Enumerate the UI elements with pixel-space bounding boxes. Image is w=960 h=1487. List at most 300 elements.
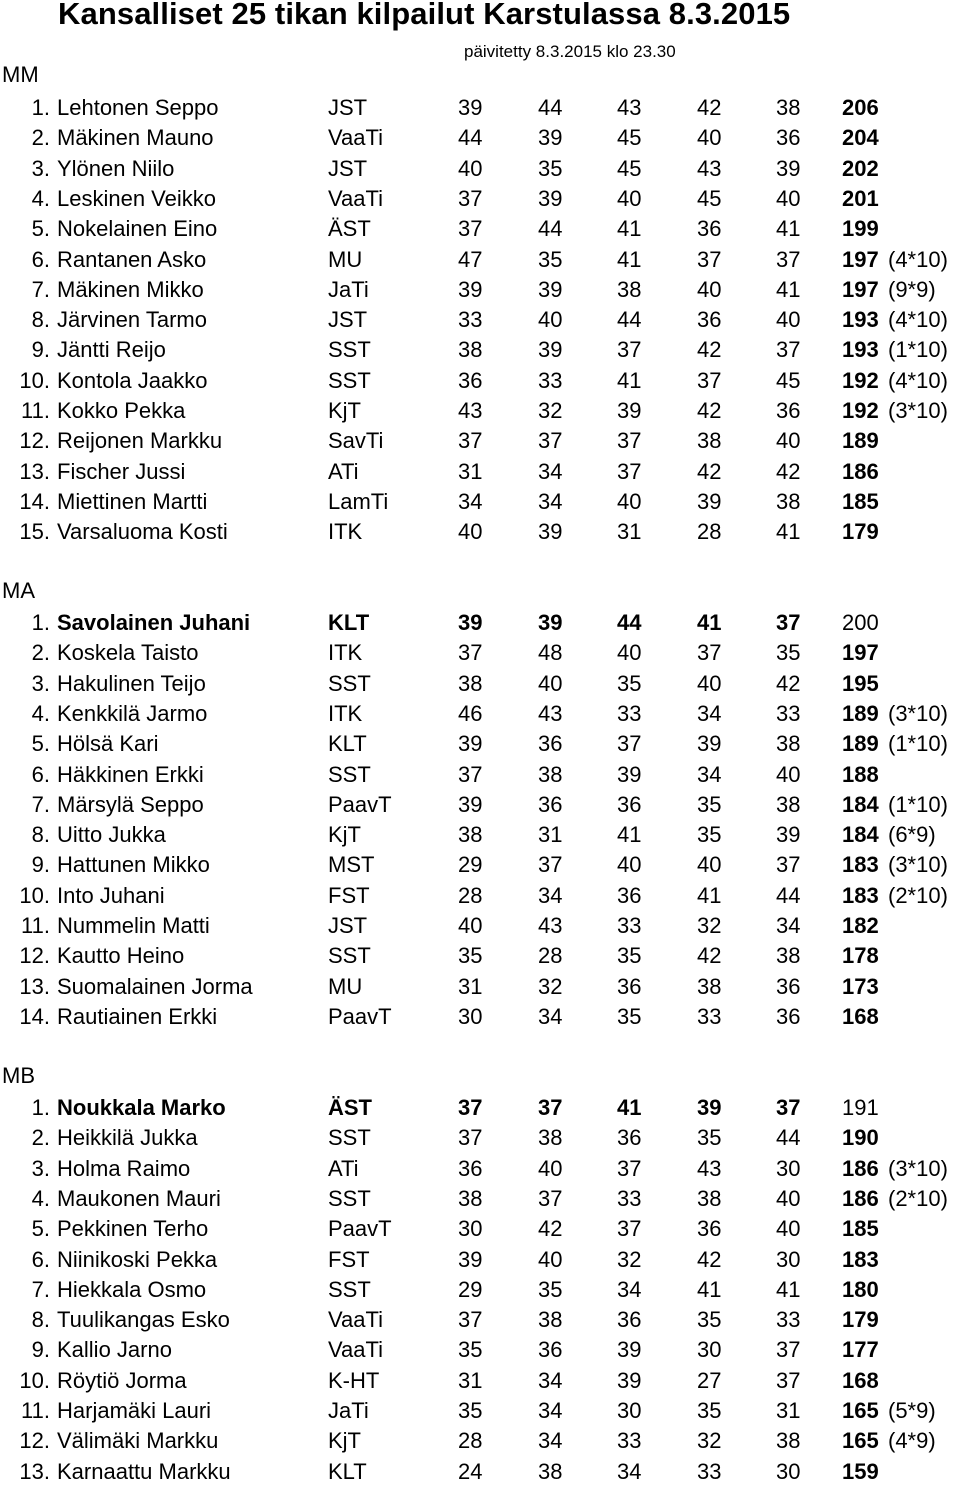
club: KLT <box>328 610 370 635</box>
round-score: 37 <box>538 1095 563 1120</box>
competitor-name: Suomalainen Jorma <box>57 973 253 999</box>
tiebreak: (1*10) <box>888 731 948 757</box>
round-score: 35 <box>458 1398 483 1423</box>
competitor-name: Into Juhani <box>57 882 165 908</box>
round-score: 40 <box>538 1246 563 1272</box>
total-score: 204 <box>842 125 879 151</box>
category-heading: MM <box>2 62 39 87</box>
total-score: 206 <box>842 95 879 120</box>
result-row <box>0 1245 960 1275</box>
club: JaTi <box>328 1398 369 1423</box>
round-score: 39 <box>697 488 722 514</box>
round-score: 43 <box>538 700 563 726</box>
club: PaavT <box>328 1003 392 1029</box>
club: KLT <box>328 731 367 757</box>
result-row <box>0 426 960 456</box>
round-score: 39 <box>697 1095 722 1120</box>
result-row <box>0 1184 960 1214</box>
rank: 12. <box>19 943 50 969</box>
competitor-name: Häkkinen Erkki <box>57 761 204 787</box>
round-score: 39 <box>776 822 801 848</box>
result-row <box>0 335 960 365</box>
round-score: 34 <box>458 488 483 514</box>
rank: 3. <box>31 1155 50 1181</box>
competitor-name: Niinikoski Pekka <box>57 1246 218 1272</box>
round-score: 41 <box>617 822 642 848</box>
round-score: 38 <box>538 761 563 787</box>
round-score: 38 <box>697 1185 722 1211</box>
round-score: 31 <box>538 822 563 848</box>
competitor-name: Välimäki Markku <box>57 1428 219 1454</box>
round-score: 36 <box>776 1003 801 1029</box>
result-row <box>0 457 960 487</box>
result-row <box>0 881 960 911</box>
round-score: 41 <box>697 1276 722 1302</box>
round-score: 28 <box>458 882 483 908</box>
total-score: 178 <box>842 943 879 969</box>
club: VaaTi <box>328 1337 384 1363</box>
rank: 6. <box>31 761 50 787</box>
rank: 3. <box>31 670 50 696</box>
round-score: 43 <box>697 1155 722 1181</box>
round-score: 46 <box>458 700 483 726</box>
round-score: 39 <box>617 761 642 787</box>
tiebreak: (3*10) <box>888 852 948 878</box>
club: VaaTi <box>328 1307 384 1333</box>
round-score: 30 <box>776 1458 801 1484</box>
result-row <box>0 790 960 820</box>
rank: 15. <box>19 519 50 545</box>
total-score: 190 <box>842 1125 879 1151</box>
competitor-name: Harjamäki Lauri <box>57 1398 212 1423</box>
club: ATi <box>328 1155 359 1181</box>
club: PaavT <box>328 1216 392 1242</box>
total-score: 193 <box>842 337 879 363</box>
competitor-name: Reijonen Markku <box>57 428 223 454</box>
rank: 4. <box>31 700 50 726</box>
rank: 3. <box>31 155 50 181</box>
round-score: 42 <box>538 1216 563 1242</box>
result-row <box>0 1426 960 1456</box>
round-score: 37 <box>776 852 801 878</box>
result-row <box>0 305 960 335</box>
competitor-name: Kenkkilä Jarmo <box>57 700 208 726</box>
total-score: 180 <box>842 1276 879 1302</box>
round-score: 42 <box>697 458 722 484</box>
round-score: 34 <box>538 1398 563 1423</box>
round-score: 33 <box>458 307 483 333</box>
competitor-name: Hakulinen Teijo <box>57 670 206 696</box>
result-row <box>0 184 960 214</box>
round-score: 39 <box>458 1246 483 1272</box>
club: ÄST <box>328 216 371 242</box>
rank: 14. <box>19 1003 50 1029</box>
club: ITK <box>328 640 363 666</box>
result-row <box>0 729 960 759</box>
total-score: 168 <box>842 1367 879 1393</box>
round-score: 34 <box>697 761 722 787</box>
round-score: 36 <box>776 973 801 999</box>
round-score: 30 <box>617 1398 642 1423</box>
result-row <box>0 911 960 941</box>
rank: 2. <box>31 125 50 151</box>
round-score: 44 <box>776 1125 801 1151</box>
result-row <box>0 608 960 638</box>
round-score: 40 <box>458 913 483 938</box>
round-score: 37 <box>458 428 483 454</box>
round-score: 39 <box>538 519 563 545</box>
round-score: 32 <box>617 1246 642 1272</box>
club: VaaTi <box>328 125 384 151</box>
round-score: 44 <box>458 125 483 151</box>
rank: 10. <box>19 882 50 908</box>
round-score: 30 <box>458 1216 483 1242</box>
round-score: 38 <box>776 791 801 817</box>
rank: 13. <box>19 1458 50 1484</box>
round-score: 44 <box>617 610 642 635</box>
round-score: 41 <box>617 367 642 393</box>
round-score: 44 <box>617 307 642 333</box>
total-score: 195 <box>842 670 879 696</box>
round-score: 36 <box>617 882 642 908</box>
round-score: 41 <box>776 276 801 302</box>
round-score: 31 <box>458 458 483 484</box>
competitor-name: Maukonen Mauri <box>57 1185 221 1211</box>
competitor-name: Karnaattu Markku <box>57 1458 231 1484</box>
total-score: 202 <box>842 155 879 181</box>
round-score: 32 <box>697 1428 722 1454</box>
round-score: 37 <box>458 640 483 666</box>
rank: 11. <box>21 398 50 423</box>
club: ÄST <box>328 1095 372 1120</box>
total-score: 183 <box>842 882 879 908</box>
result-row <box>0 517 960 547</box>
rank: 6. <box>31 1246 50 1272</box>
total-score: 199 <box>842 216 879 242</box>
rank: 12. <box>19 1428 50 1454</box>
round-score: 32 <box>538 398 563 423</box>
club: SST <box>328 1125 371 1151</box>
competitor-name: Kallio Jarno <box>57 1337 172 1363</box>
club: PaavT <box>328 791 392 817</box>
round-score: 24 <box>458 1458 483 1484</box>
round-score: 36 <box>458 1155 483 1181</box>
competitor-name: Holma Raimo <box>57 1155 191 1181</box>
tiebreak: (1*10) <box>888 791 948 817</box>
club: KjT <box>328 398 361 423</box>
competitor-name: Uitto Jukka <box>57 822 166 848</box>
round-score: 43 <box>458 398 483 423</box>
round-score: 33 <box>617 700 642 726</box>
round-score: 36 <box>617 973 642 999</box>
round-score: 35 <box>697 1307 722 1333</box>
round-score: 38 <box>776 731 801 757</box>
competitor-name: Kautto Heino <box>57 943 185 969</box>
round-score: 39 <box>697 731 722 757</box>
round-score: 40 <box>697 125 722 151</box>
total-score: 200 <box>842 610 879 635</box>
total-score: 186 <box>842 1155 879 1181</box>
round-score: 40 <box>776 307 801 333</box>
round-score: 36 <box>458 367 483 393</box>
tiebreak: (2*10) <box>888 1185 948 1211</box>
round-score: 37 <box>458 1125 483 1151</box>
competitor-name: Leskinen Veikko <box>57 185 216 211</box>
result-row <box>0 1396 960 1426</box>
round-score: 30 <box>776 1155 801 1181</box>
club: ATi <box>328 458 359 484</box>
page-title: Kansalliset 25 tikan kilpailut Karstulassa 8.3.2015 <box>58 0 791 31</box>
round-score: 31 <box>458 1367 483 1393</box>
round-score: 32 <box>697 913 722 938</box>
competitor-name: Koskela Taisto <box>57 640 199 666</box>
round-score: 35 <box>538 246 563 272</box>
round-score: 40 <box>458 519 483 545</box>
competitor-name: Järvinen Tarmo <box>57 307 207 333</box>
total-score: 185 <box>842 488 879 514</box>
round-score: 35 <box>617 1003 642 1029</box>
round-score: 40 <box>776 185 801 211</box>
round-score: 39 <box>458 95 483 120</box>
total-score: 186 <box>842 458 879 484</box>
club: K-HT <box>328 1367 380 1393</box>
tiebreak: (2*10) <box>888 882 948 908</box>
competitor-name: Heikkilä Jukka <box>57 1125 198 1151</box>
round-score: 37 <box>617 731 642 757</box>
club: JST <box>328 307 368 333</box>
round-score: 39 <box>538 276 563 302</box>
round-score: 31 <box>617 519 642 545</box>
total-score: 185 <box>842 1216 879 1242</box>
tiebreak: (4*10) <box>888 367 948 393</box>
club: ITK <box>328 519 363 545</box>
competitor-name: Nokelainen Eino <box>57 216 218 242</box>
result-row <box>0 760 960 790</box>
competitor-name: Rantanen Asko <box>57 246 207 272</box>
result-row <box>0 638 960 668</box>
round-score: 48 <box>538 640 563 666</box>
total-score: 197 <box>842 276 879 302</box>
rank: 5. <box>31 1216 50 1242</box>
rank: 7. <box>31 1276 50 1302</box>
total-score: 201 <box>842 185 879 211</box>
rank: 1. <box>31 610 50 635</box>
tiebreak: (5*9) <box>888 1398 936 1423</box>
club: SST <box>328 367 371 393</box>
club: SST <box>328 337 371 363</box>
round-score: 38 <box>617 276 642 302</box>
club: ITK <box>328 700 363 726</box>
club: MU <box>328 246 363 272</box>
club: KLT <box>328 1458 367 1484</box>
round-score: 33 <box>776 1307 801 1333</box>
round-score: 41 <box>697 882 722 908</box>
competitor-name: Märsylä Seppo <box>57 791 204 817</box>
club: MU <box>328 973 363 999</box>
result-row <box>0 214 960 244</box>
total-score: 193 <box>842 307 879 333</box>
round-score: 34 <box>538 488 563 514</box>
round-score: 45 <box>617 155 642 181</box>
total-score: 192 <box>842 367 879 393</box>
club: SST <box>328 670 371 696</box>
competitor-name: Röytiö Jorma <box>57 1367 187 1393</box>
result-row <box>0 1457 960 1487</box>
round-score: 40 <box>617 185 642 211</box>
club: SST <box>328 1276 371 1302</box>
tiebreak: (3*10) <box>888 700 948 726</box>
result-row <box>0 669 960 699</box>
round-score: 40 <box>617 488 642 514</box>
club: JST <box>328 95 368 120</box>
round-score: 37 <box>776 1367 801 1393</box>
club: SST <box>328 1185 371 1211</box>
round-score: 33 <box>617 913 642 938</box>
round-score: 28 <box>697 519 722 545</box>
round-score: 35 <box>538 155 563 181</box>
round-score: 37 <box>776 337 801 363</box>
round-score: 43 <box>697 155 722 181</box>
result-row <box>0 820 960 850</box>
round-score: 38 <box>697 428 722 454</box>
round-score: 35 <box>617 943 642 969</box>
club: FST <box>328 1246 370 1272</box>
round-score: 36 <box>697 216 722 242</box>
rank: 10. <box>19 1367 50 1393</box>
round-score: 42 <box>776 458 801 484</box>
rank: 11. <box>21 1398 50 1423</box>
round-score: 37 <box>617 458 642 484</box>
rank: 1. <box>31 1095 50 1120</box>
round-score: 39 <box>458 791 483 817</box>
result-row <box>0 487 960 517</box>
round-score: 43 <box>617 95 642 120</box>
round-score: 39 <box>617 1337 642 1363</box>
club: LamTi <box>328 488 389 514</box>
rank: 8. <box>31 1307 50 1333</box>
competitor-name: Noukkala Marko <box>57 1095 226 1120</box>
rank: 9. <box>31 337 50 363</box>
rank: 2. <box>31 1125 50 1151</box>
round-score: 37 <box>538 852 563 878</box>
round-score: 27 <box>697 1367 722 1393</box>
round-score: 37 <box>617 337 642 363</box>
round-score: 31 <box>776 1398 801 1423</box>
round-score: 36 <box>776 398 801 423</box>
club: SST <box>328 943 371 969</box>
result-row <box>0 1093 960 1123</box>
round-score: 35 <box>697 1125 722 1151</box>
round-score: 38 <box>458 670 483 696</box>
tiebreak: (4*10) <box>888 307 948 333</box>
round-score: 38 <box>538 1307 563 1333</box>
round-score: 37 <box>458 216 483 242</box>
competitor-name: Savolainen Juhani <box>57 610 251 635</box>
round-score: 38 <box>538 1125 563 1151</box>
competitor-name: Miettinen Martti <box>57 488 208 514</box>
round-score: 37 <box>458 761 483 787</box>
round-score: 36 <box>617 1307 642 1333</box>
total-score: 184 <box>842 822 879 848</box>
total-score: 186 <box>842 1185 879 1211</box>
round-score: 40 <box>617 852 642 878</box>
round-score: 42 <box>697 1246 722 1272</box>
round-score: 41 <box>617 216 642 242</box>
total-score: 179 <box>842 1307 879 1333</box>
round-score: 40 <box>538 1155 563 1181</box>
total-score: 191 <box>842 1095 879 1120</box>
round-score: 33 <box>776 700 801 726</box>
round-score: 37 <box>458 1307 483 1333</box>
round-score: 45 <box>617 125 642 151</box>
total-score: 183 <box>842 852 879 878</box>
round-score: 32 <box>538 973 563 999</box>
result-row <box>0 1335 960 1365</box>
round-score: 37 <box>697 640 722 666</box>
result-row <box>0 396 960 426</box>
club: SST <box>328 761 371 787</box>
tiebreak: (3*10) <box>888 1155 948 1181</box>
round-score: 39 <box>458 731 483 757</box>
competitor-name: Mäkinen Mikko <box>57 276 204 302</box>
result-row <box>0 699 960 729</box>
club: JST <box>328 155 368 181</box>
round-score: 31 <box>458 973 483 999</box>
round-score: 40 <box>776 1185 801 1211</box>
round-score: 37 <box>776 1095 801 1120</box>
round-score: 34 <box>538 458 563 484</box>
round-score: 34 <box>697 700 722 726</box>
round-score: 40 <box>617 640 642 666</box>
result-row <box>0 1002 960 1032</box>
competitor-name: Kokko Pekka <box>57 398 186 423</box>
rank: 5. <box>31 731 50 757</box>
round-score: 37 <box>458 1095 483 1120</box>
round-score: 45 <box>776 367 801 393</box>
round-score: 40 <box>776 1216 801 1242</box>
round-score: 44 <box>538 216 563 242</box>
tiebreak: (4*9) <box>888 1428 936 1454</box>
result-row <box>0 1305 960 1335</box>
round-score: 35 <box>697 791 722 817</box>
round-score: 37 <box>776 610 801 635</box>
round-score: 41 <box>617 246 642 272</box>
tiebreak: (1*10) <box>888 337 948 363</box>
round-score: 36 <box>538 731 563 757</box>
club: MST <box>328 852 375 878</box>
round-score: 37 <box>617 428 642 454</box>
round-score: 44 <box>538 95 563 120</box>
round-score: 40 <box>538 670 563 696</box>
competitor-name: Kontola Jaakko <box>57 367 208 393</box>
total-score: 184 <box>842 791 879 817</box>
round-score: 35 <box>458 943 483 969</box>
round-score: 37 <box>538 428 563 454</box>
total-score: 189 <box>842 700 879 726</box>
round-score: 34 <box>617 1276 642 1302</box>
result-row <box>0 972 960 1002</box>
round-score: 38 <box>538 1458 563 1484</box>
competitor-name: Mäkinen Mauno <box>57 125 214 151</box>
round-score: 28 <box>538 943 563 969</box>
competitor-name: Jäntti Reijo <box>57 337 166 363</box>
round-score: 28 <box>458 1428 483 1454</box>
round-score: 38 <box>458 337 483 363</box>
tiebreak: (9*9) <box>888 276 936 302</box>
result-row <box>0 366 960 396</box>
rank: 13. <box>19 458 50 484</box>
round-score: 37 <box>697 246 722 272</box>
